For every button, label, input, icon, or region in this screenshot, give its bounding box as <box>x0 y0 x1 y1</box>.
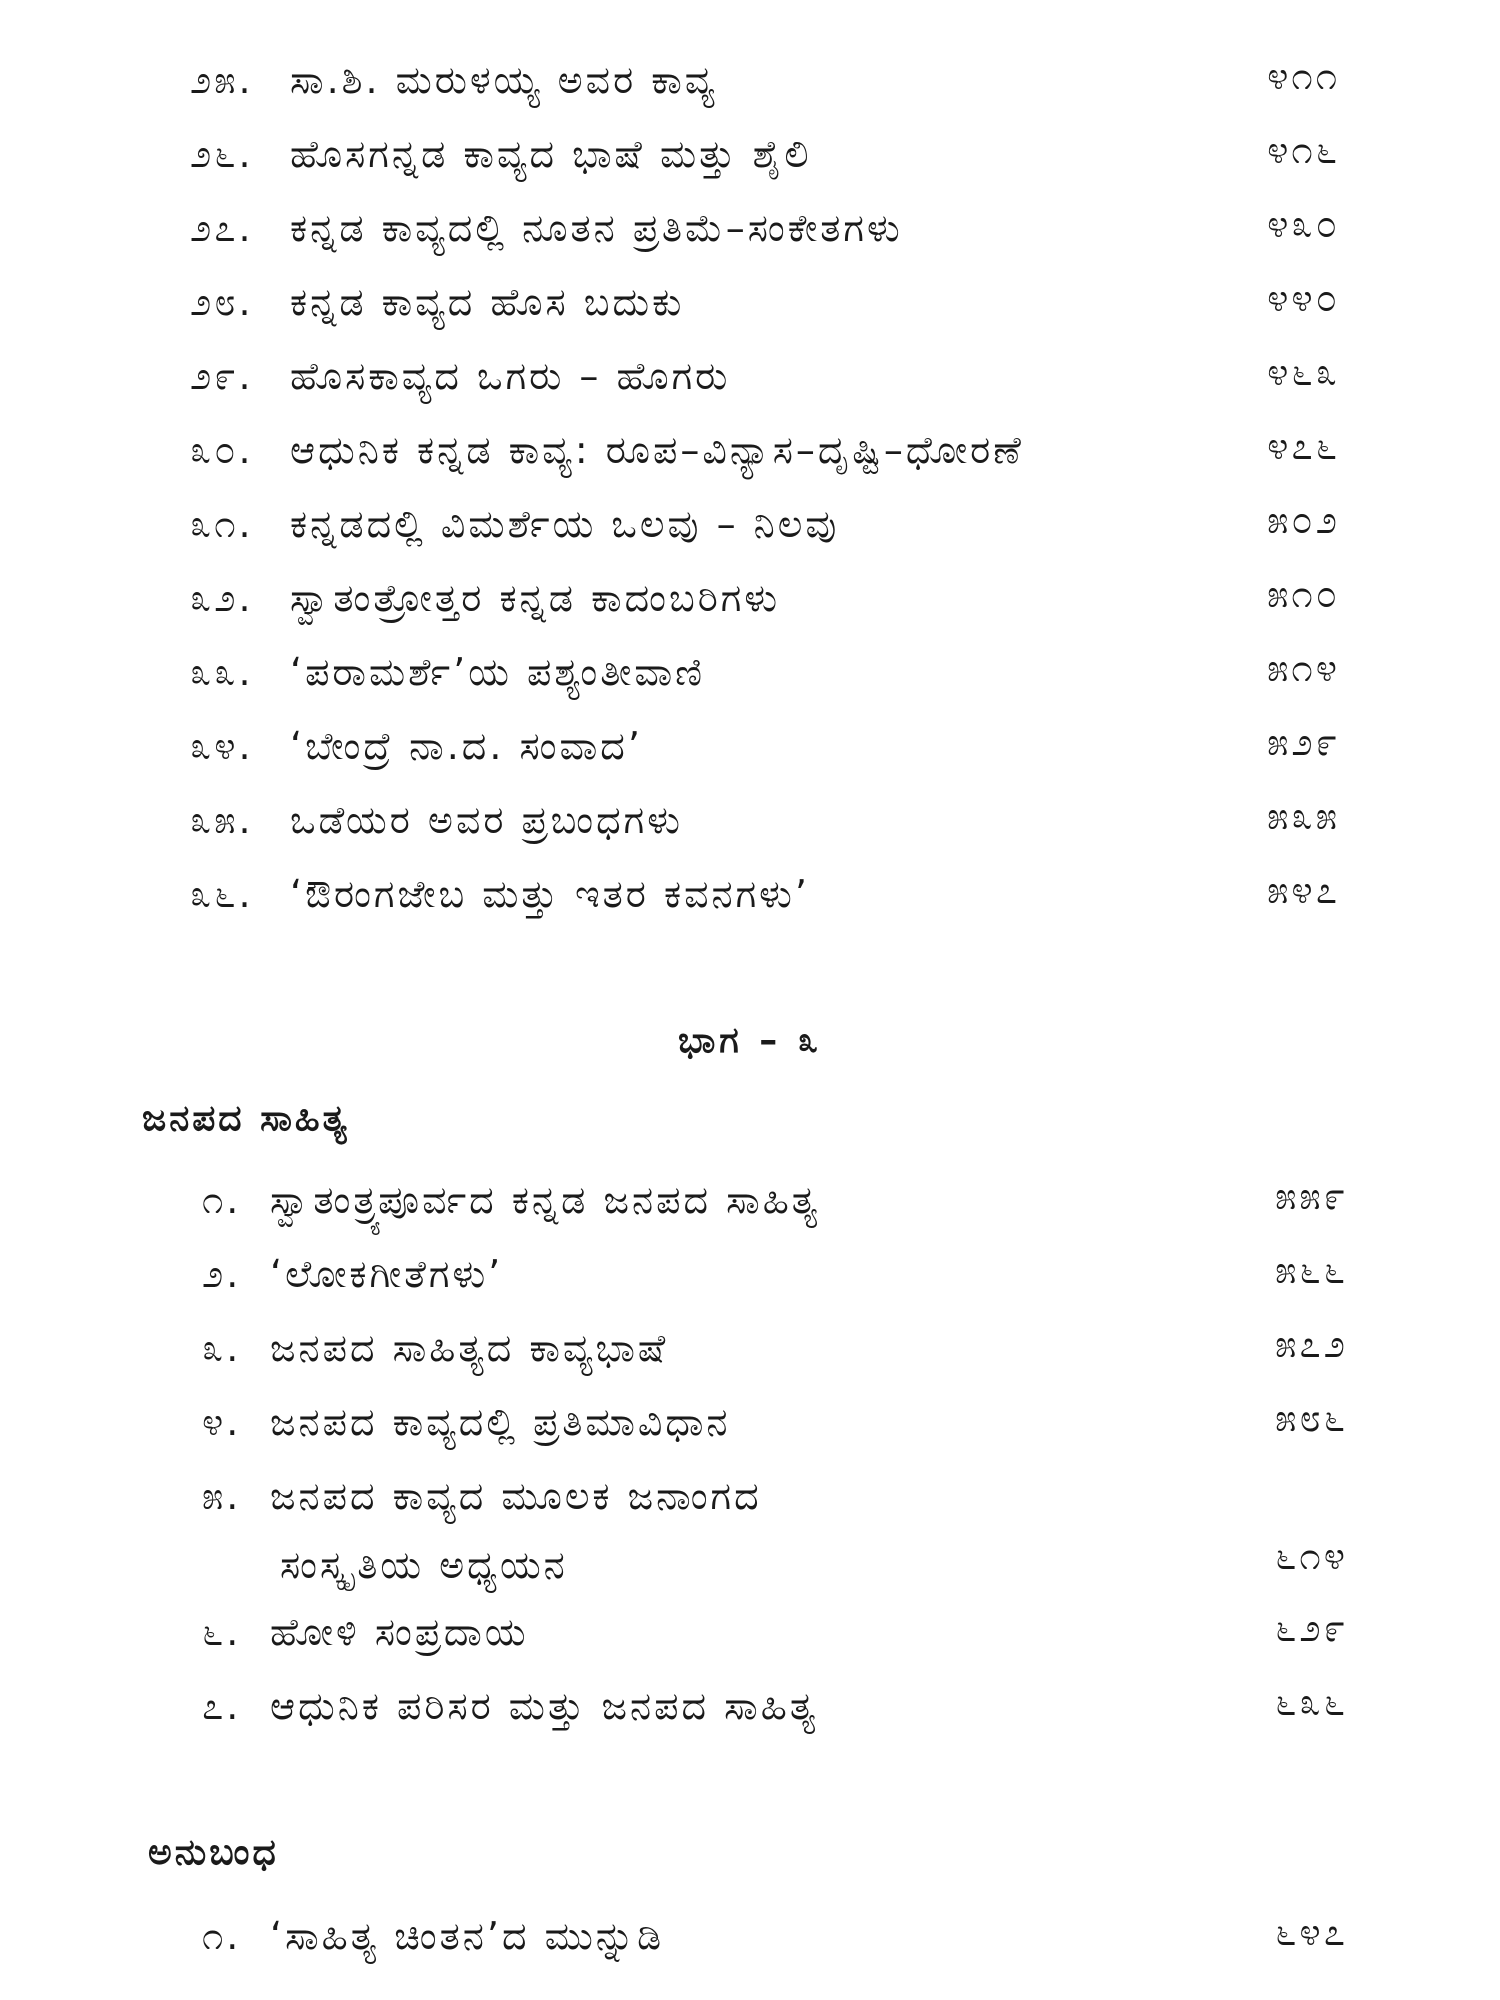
entry-number: ೨೭. <box>190 206 254 250</box>
entry-number: ೨೬. <box>190 132 254 176</box>
entry-page-number: ೪೬೩ <box>1267 350 1340 394</box>
entry-title: ಕನ್ನಡ ಕಾವ್ಯದಲ್ಲಿ ನೂತನ ಪ್ರತಿಮೆ–ಸಂಕೇತಗಳು <box>290 206 903 250</box>
entry-title: ಹೋಳಿ ಸಂಪ್ರದಾಯ <box>270 1610 529 1654</box>
entry-title: ಆಧುನಿಕ ಕನ್ನಡ ಕಾವ್ಯ: ರೂಪ–ವಿನ್ಯಾಸ–ದೃಷ್ಟಿ–ಧೋರಣೆ <box>290 428 1024 472</box>
toc-list-folk-literature <box>0 1162 1500 1742</box>
entry-title-line-1: ಜನಪದ ಕಾವ್ಯದ ಮೂಲಕ ಜನಾಂಗದ <box>270 1474 762 1518</box>
entry-page-number: ೬೨೯ <box>1275 1606 1348 1650</box>
entry-page-number: ೪೪೦ <box>1267 276 1340 320</box>
toc-entry[interactable] <box>0 1310 1500 1384</box>
entry-number: ೨೫. <box>190 58 254 102</box>
toc-entry[interactable] <box>0 782 1500 856</box>
entry-number: ೩. <box>202 1326 242 1370</box>
entry-title: ಹೊಸಗನ್ನಡ ಕಾವ್ಯದ ಭಾಷೆ ಮತ್ತು ಶೈಲಿ <box>290 132 812 176</box>
entry-title: ‘ಲೋಕಗೀತೆಗಳು’ <box>270 1252 504 1296</box>
entry-number: ೩೦. <box>190 428 254 472</box>
toc-entry[interactable] <box>0 1668 1500 1742</box>
entry-number: ೩೩. <box>190 650 254 694</box>
entry-title: ಜನಪದ ಸಾಹಿತ್ಯದ ಕಾವ್ಯಭಾಷೆ <box>270 1326 669 1370</box>
toc-entry[interactable] <box>0 634 1500 708</box>
toc-entry[interactable] <box>0 42 1500 116</box>
toc-entry[interactable] <box>0 338 1500 412</box>
entry-title: ‘ಬೇಂದ್ರೆ ನಾ.ದ. ಸಂವಾದ’ <box>290 724 643 768</box>
entry-page-number: ೫೩೫ <box>1267 794 1340 838</box>
entry-page-number: ೫೭೨ <box>1275 1322 1348 1366</box>
toc-entry[interactable] <box>0 856 1500 930</box>
toc-entry[interactable] <box>0 486 1500 560</box>
entry-number: ೩೧. <box>190 502 254 546</box>
toc-entry[interactable] <box>0 190 1500 264</box>
entry-number: ೧. <box>202 1178 242 1222</box>
entry-title <box>270 1474 762 1588</box>
part-heading: ಭಾಗ – ೩ <box>678 1020 822 1061</box>
toc-entry[interactable] <box>0 1594 1500 1668</box>
entry-page-number: ೫೬೬ <box>1275 1248 1348 1292</box>
toc-list-part-one <box>0 42 1500 930</box>
entry-number: ೨೯. <box>190 354 254 398</box>
entry-number: ೩೫. <box>190 798 254 842</box>
entry-number: ೨. <box>202 1252 242 1296</box>
entry-number: ೩೪. <box>190 724 254 768</box>
entry-page-number: ೫೪೭ <box>1267 868 1340 912</box>
toc-entry[interactable] <box>0 412 1500 486</box>
entry-title: ಸ್ವಾತಂತ್ರೋತ್ತರ ಕನ್ನಡ ಕಾದಂಬರಿಗಳು <box>290 576 781 620</box>
toc-entry[interactable] <box>0 1236 1500 1310</box>
entry-page-number: ೫೮೬ <box>1275 1396 1348 1440</box>
entry-page-number: ೫೫೯ <box>1275 1174 1348 1218</box>
entry-title: ಸ್ವಾತಂತ್ರ್ಯಪೂರ್ವದ ಕನ್ನಡ ಜನಪದ ಸಾಹಿತ್ಯ <box>270 1178 821 1222</box>
entry-page-number: ೫೧೦ <box>1267 572 1340 616</box>
section-heading-appendix: ಅನುಬಂಧ <box>148 1832 279 1873</box>
entry-title: ಒಡೆಯರ ಅವರ ಪ್ರಬಂಧಗಳು <box>290 798 683 842</box>
entry-number: ೧. <box>202 1914 242 1958</box>
entry-page-number: ೫೦೨ <box>1267 498 1340 542</box>
toc-entry[interactable] <box>0 1384 1500 1458</box>
entry-title: ಸಾ.ಶಿ. ಮರುಳಯ್ಯ ಅವರ ಕಾವ್ಯ <box>290 58 718 102</box>
entry-number: ೨೮. <box>190 280 254 324</box>
entry-page-number: ೬೩೬ <box>1275 1680 1348 1724</box>
entry-page-number: ೪೭೬ <box>1267 424 1340 468</box>
entry-title: ‘ಪರಾಮರ್ಶೆ’ಯ ಪಶ್ಯಂತೀವಾಣಿ <box>290 650 706 694</box>
entry-title: ಜನಪದ ಕಾವ್ಯದಲ್ಲಿ ಪ್ರತಿಮಾವಿಧಾನ <box>270 1400 731 1444</box>
toc-entry[interactable] <box>0 1898 1500 1972</box>
toc-entry[interactable] <box>0 560 1500 634</box>
entry-number: ೫. <box>202 1474 242 1518</box>
entry-title: ‘ಔರಂಗಜೇಬ ಮತ್ತು ಇತರ ಕವನಗಳು’ <box>290 872 810 916</box>
section-heading-folk-literature: ಜನಪದ ಸಾಹಿತ್ಯ <box>142 1098 350 1139</box>
entry-title: ಆಧುನಿಕ ಪರಿಸರ ಮತ್ತು ಜನಪದ ಸಾಹಿತ್ಯ <box>270 1684 819 1728</box>
toc-entry[interactable] <box>0 708 1500 782</box>
entry-title-line-2: ಸಂಸ್ಕೃತಿಯ ಅಧ್ಯಯನ <box>280 1543 568 1587</box>
toc-list-appendix <box>0 1898 1500 1972</box>
entry-page-number: ೬೧೪ <box>1275 1534 1348 1578</box>
entry-title: ‘ಸಾಹಿತ್ಯ ಚಿಂತನ’ದ ಮುನ್ನುಡಿ <box>270 1914 665 1958</box>
entry-number: ೬. <box>202 1610 242 1654</box>
entry-number: ೩೬. <box>190 872 254 916</box>
entry-page-number: ೫೨೯ <box>1267 720 1340 764</box>
toc-entry[interactable] <box>0 1162 1500 1236</box>
entry-number: ೪. <box>202 1400 242 1444</box>
toc-entry[interactable] <box>0 264 1500 338</box>
entry-number: ೩೨. <box>190 576 254 620</box>
entry-page-number: ೪೩೦ <box>1267 202 1340 246</box>
toc-entry[interactable] <box>0 1458 1500 1594</box>
entry-page-number: ೪೧೬ <box>1267 128 1340 172</box>
entry-page-number: ೫೧೪ <box>1267 646 1340 690</box>
entry-page-number: ೬೪೭ <box>1275 1910 1348 1954</box>
entry-title: ಕನ್ನಡ ಕಾವ್ಯದ ಹೊಸ ಬದುಕು <box>290 280 685 324</box>
entry-number: ೭. <box>202 1684 242 1728</box>
entry-page-number: ೪೧೧ <box>1267 54 1340 98</box>
entry-title: ಹೊಸಕಾವ್ಯದ ಒಗರು – ಹೊಗರು <box>290 354 731 398</box>
toc-entry[interactable] <box>0 116 1500 190</box>
entry-title: ಕನ್ನಡದಲ್ಲಿ ವಿಮರ್ಶೆಯ ಒಲವು – ನಿಲವು <box>290 502 840 546</box>
